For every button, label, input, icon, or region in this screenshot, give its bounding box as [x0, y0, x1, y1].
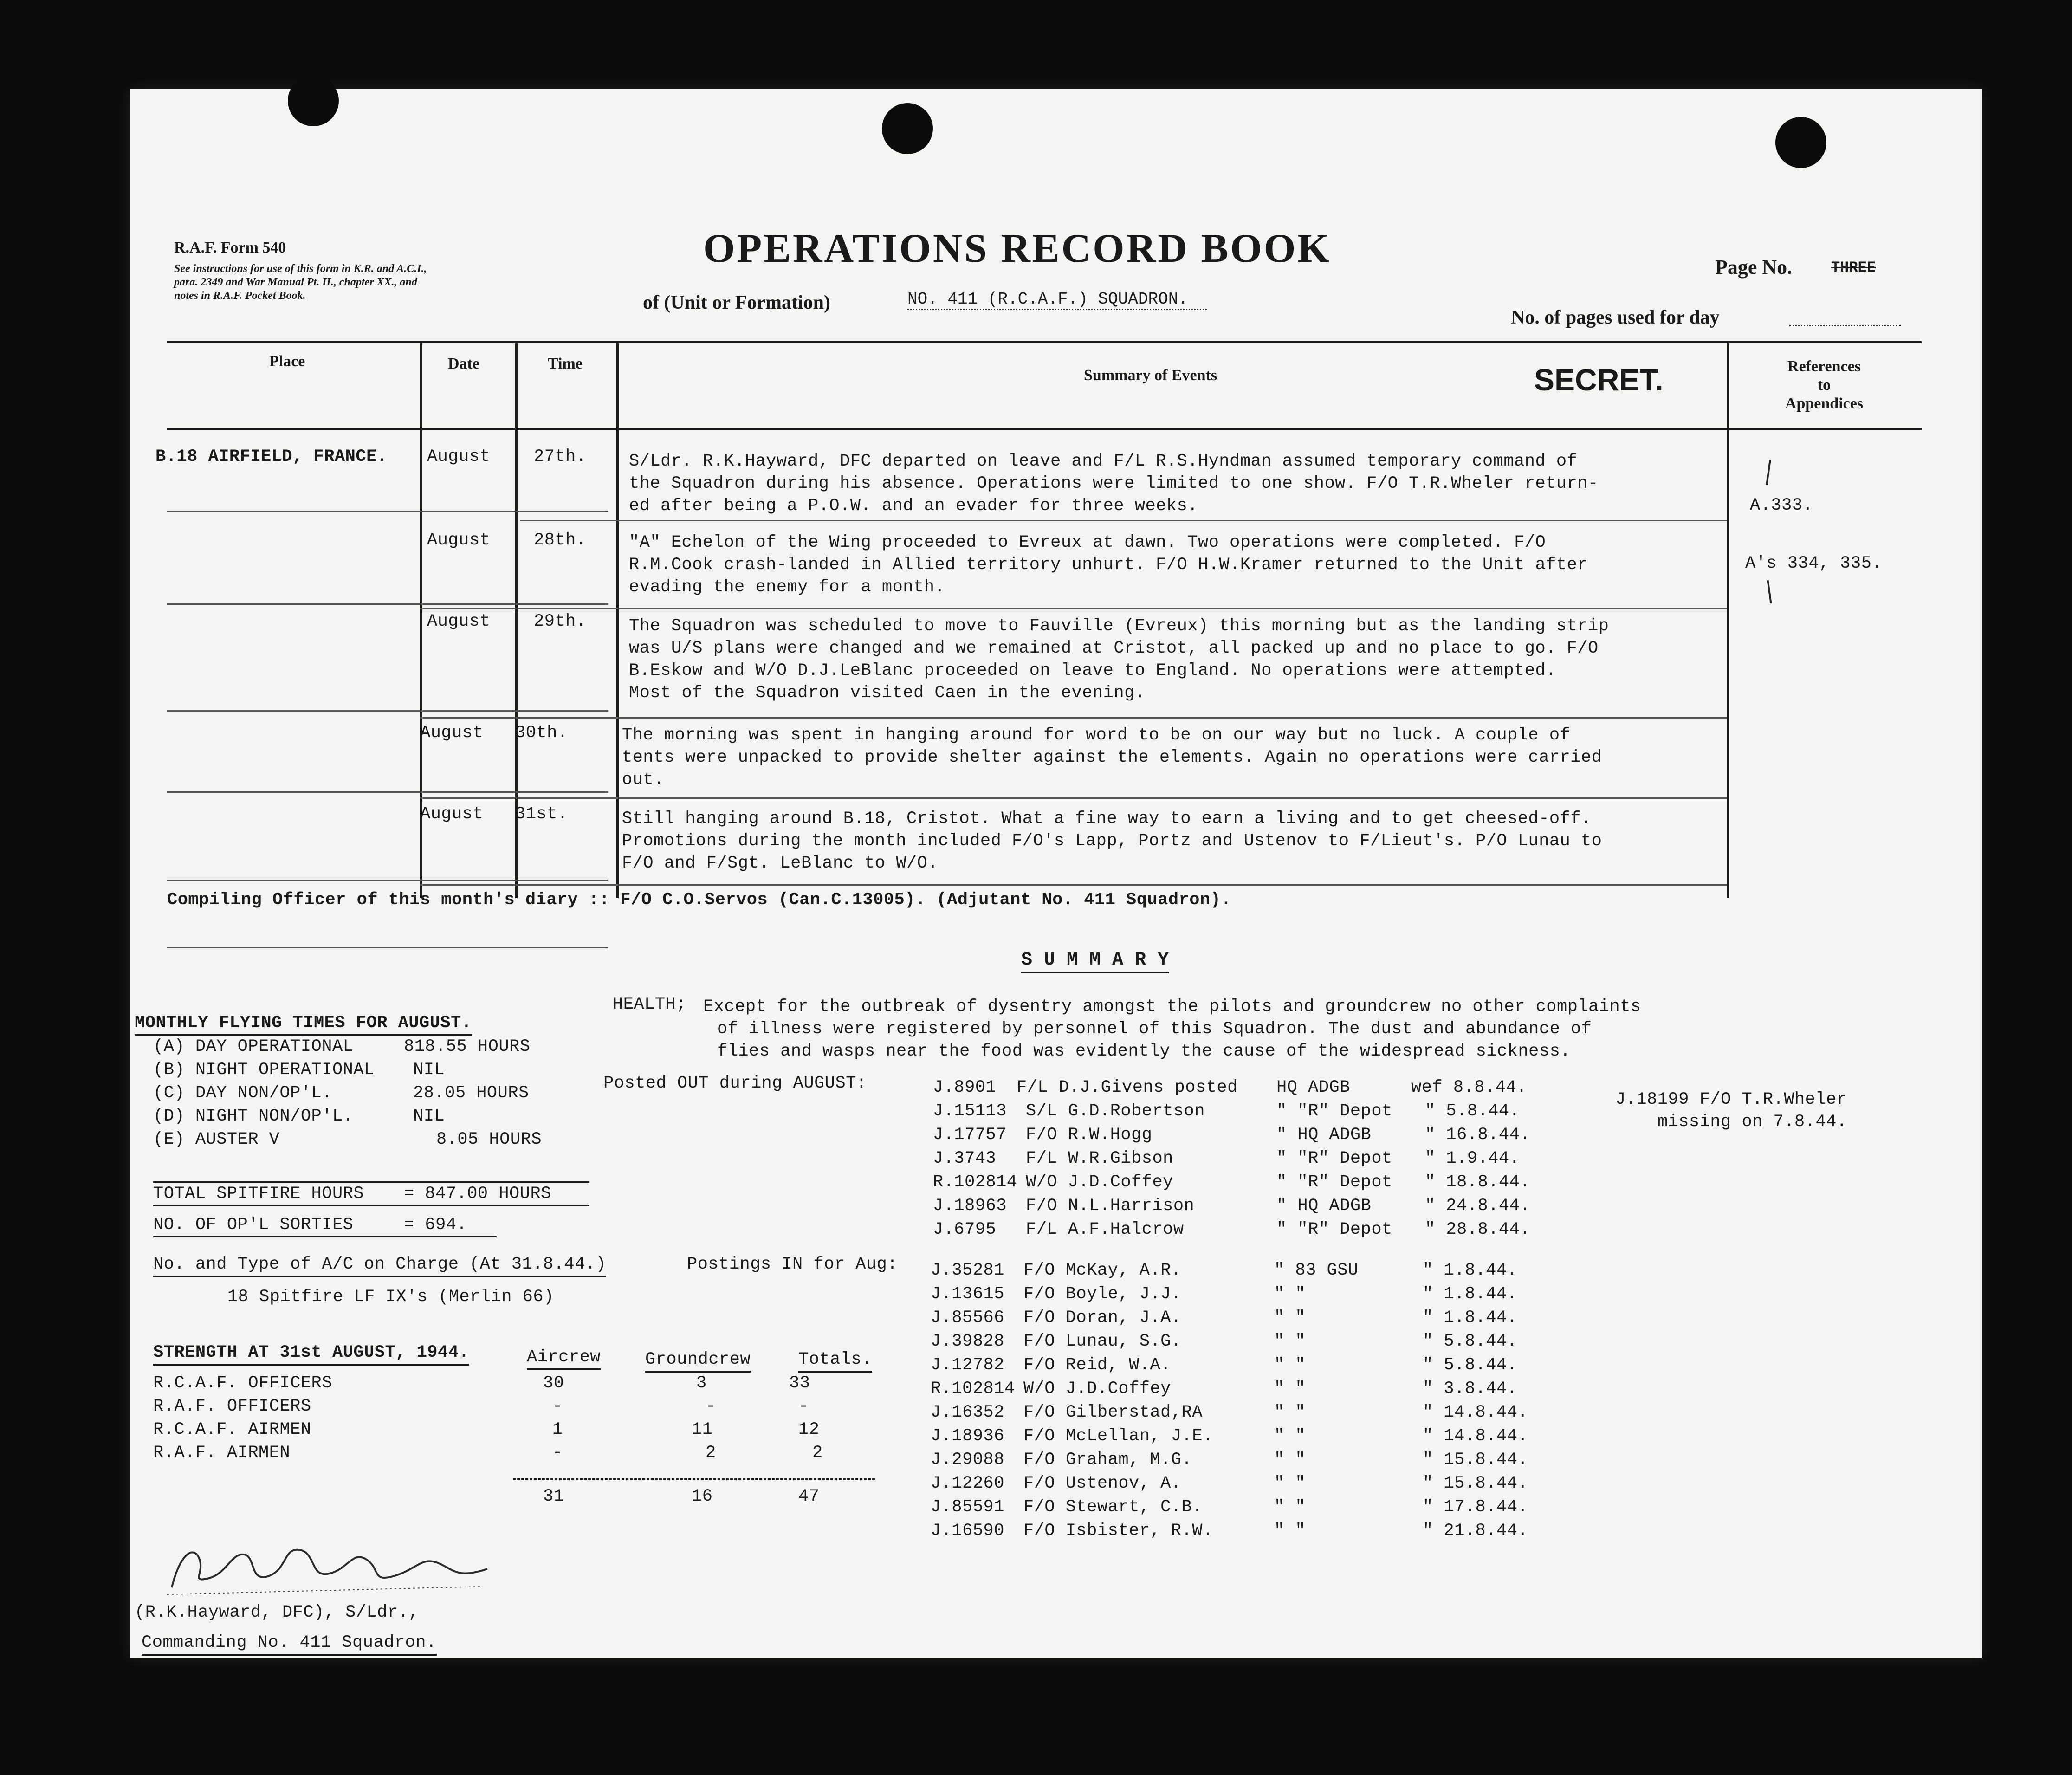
posting-date: " 15.8.44. [1423, 1474, 1528, 1493]
flying-times-title: MONTHLY FLYING TIMES FOR AUGUST. [135, 1012, 472, 1036]
posting-name: F/L D.J.Givens posted [1017, 1078, 1238, 1097]
entry-date: August [427, 447, 491, 466]
posting-number: R.102814 [931, 1379, 1015, 1399]
strength-groundcrew: 2 [706, 1443, 716, 1463]
posting-number: J.18936 [931, 1426, 1004, 1446]
strength-groundcrew: - [706, 1397, 716, 1416]
entry-rule [167, 710, 608, 712]
strength-header-aircrew: Aircrew [527, 1346, 601, 1370]
posting-row [933, 1123, 1530, 1147]
entry-time: 27th. [534, 447, 587, 466]
posting-name: F/O N.L.Harrison [1026, 1196, 1195, 1216]
pages-used-label: No. of pages used for day [1511, 307, 1720, 328]
flying-time-value: 8.05 HOURS [436, 1130, 542, 1149]
posting-unit: " "R" Depot [1276, 1149, 1392, 1168]
health-line: Except for the outbreak of dysentry amongst the pilots and groundcrew no other complaints [703, 997, 1641, 1017]
strength-label: R.A.F. AIRMEN [153, 1443, 291, 1463]
entry-rule [167, 511, 608, 512]
flying-time-value: 818.55 HOURS [404, 1037, 531, 1056]
strength-header-groundcrew: Groundcrew [645, 1348, 751, 1373]
posting-number: J.35281 [931, 1261, 1004, 1280]
references-line: to [1817, 376, 1831, 394]
posting-date: " 5.8.44. [1425, 1101, 1520, 1121]
posting-unit: " "R" Depot [1276, 1173, 1392, 1192]
entry-rule [167, 880, 608, 881]
posting-date: " 3.8.44. [1423, 1379, 1518, 1399]
instruction-line: See instructions for use of this form in K.R. and A.C.I., [174, 263, 427, 275]
column-header-time: Time [548, 355, 583, 372]
strength-groundcrew: 3 [696, 1373, 707, 1393]
unit-value: NO. 411 (R.C.A.F.) SQUADRON. [907, 290, 1207, 310]
posting-number: J.16352 [931, 1403, 1004, 1422]
posting-date: " 18.8.44. [1425, 1173, 1531, 1192]
posted-in-label: Postings IN for Aug: [687, 1255, 898, 1274]
posting-row [933, 1171, 1530, 1194]
posted-out-list [933, 1076, 1530, 1242]
entry-summary [622, 724, 1602, 791]
posting-row [931, 1448, 1528, 1472]
flying-time-row [153, 1035, 542, 1058]
total-spitfire-hours [153, 1181, 589, 1206]
entry-time: 29th. [534, 612, 587, 631]
posting-unit: HQ ADGB [1276, 1078, 1350, 1097]
flying-time-row [153, 1082, 542, 1105]
posting-number: J.16590 [931, 1521, 1004, 1541]
flying-time-row [153, 1128, 542, 1151]
posting-date: " 1.9.44. [1425, 1149, 1520, 1168]
strength-header-totals: Totals. [798, 1348, 872, 1373]
strength-label: R.A.F. OFFICERS [153, 1397, 311, 1416]
summary-line: out. [622, 770, 664, 790]
posting-name: W/O J.D.Coffey [1023, 1379, 1171, 1399]
header-bottom-rule [167, 428, 1922, 430]
health-label: HEALTH; [613, 995, 686, 1014]
strength-total-groundcrew: 16 [692, 1487, 713, 1506]
sorties-label: NO. OF OP'L SORTIES [153, 1215, 354, 1235]
entry-rule [167, 947, 608, 948]
posting-unit: " " [1274, 1474, 1306, 1493]
summary-line: S/Ldr. R.K.Hayward, DFC departed on leave and F/L R.S.Hyndman assumed temporary command of [629, 452, 1578, 471]
entry-place: B.18 AIRFIELD, FRANCE. [155, 447, 388, 466]
flying-time-value: 28.05 HOURS [413, 1083, 529, 1103]
posting-row [931, 1425, 1528, 1448]
entry-rule [167, 791, 608, 793]
aircraft-on-charge-title: No. and Type of A/C on Charge (At 31.8.44.) [153, 1253, 606, 1277]
posting-unit: " " [1274, 1403, 1306, 1422]
posted-in-list [931, 1259, 1528, 1543]
posting-date: " 15.8.44. [1423, 1450, 1528, 1470]
column-header-date: Date [448, 355, 479, 372]
strength-totals: 33 [789, 1373, 810, 1393]
posting-name: F/O Graham, M.G. [1023, 1450, 1192, 1470]
form-number: R.A.F. Form 540 [174, 239, 286, 256]
appendix-reference: A's 334, 335. [1745, 554, 1883, 573]
posting-unit: " "R" Depot [1276, 1220, 1392, 1239]
operational-sorties [153, 1214, 497, 1237]
flying-time-label: (A) DAY OPERATIONAL [153, 1037, 354, 1056]
flying-time-value: NIL [413, 1107, 445, 1126]
posting-unit: " " [1274, 1308, 1306, 1328]
summary-heading: S U M M A R Y [1021, 949, 1169, 973]
posting-row [931, 1519, 1528, 1543]
posting-number: J.12782 [931, 1355, 1004, 1375]
posting-date: " 28.8.44. [1425, 1220, 1531, 1239]
entry-rule [420, 884, 1727, 886]
missing-note [1615, 1088, 1847, 1133]
posting-number: J.15113 [933, 1101, 1007, 1121]
page-number-label: Page No. [1715, 256, 1793, 279]
strength-row [153, 1372, 823, 1395]
missing-line: J.18199 F/O T.R.Wheler [1615, 1090, 1847, 1109]
aircraft-on-charge-value: 18 Spitfire LF IX's (Merlin 66) [227, 1287, 554, 1307]
posting-name: F/O Boyle, J.J. [1023, 1284, 1182, 1304]
entry-time: 30th. [515, 723, 568, 743]
strength-totals-row [543, 1485, 819, 1508]
posting-date: " 1.8.44. [1423, 1308, 1518, 1328]
posting-name: F/O Gilberstad,RA [1023, 1403, 1203, 1422]
entry-rule [420, 717, 1727, 719]
missing-line: missing on 7.8.44. [1657, 1112, 1847, 1132]
summary-line: F/O and F/Sgt. LeBlanc to W/O. [622, 854, 939, 873]
health-line: of illness were registered by personnel of this Squadron. The dust and abundance of [717, 1019, 1592, 1039]
strength-aircrew: 1 [552, 1420, 563, 1439]
punch-hole-center [882, 103, 933, 154]
posting-unit: " " [1274, 1355, 1306, 1375]
strength-row [153, 1395, 823, 1418]
posting-name: F/O Ustenov, A. [1023, 1474, 1182, 1493]
strength-totals: 12 [798, 1420, 820, 1439]
posting-unit: " HQ ADGB [1276, 1125, 1372, 1145]
punch-hole-left [288, 75, 339, 126]
strength-aircrew: - [552, 1397, 563, 1416]
page-number-value: THREE [1831, 259, 1876, 276]
posting-unit: " 83 GSU [1274, 1261, 1359, 1280]
column-header-summary: Summary of Events [1084, 367, 1217, 384]
total-hours-label: TOTAL SPITFIRE HOURS [153, 1184, 364, 1204]
sorties-value: = 694. [404, 1215, 467, 1235]
entry-time: 31st. [515, 804, 568, 824]
posting-number: J.29088 [931, 1450, 1004, 1470]
strength-groundcrew: 11 [692, 1420, 713, 1439]
posting-date: wef 8.8.44. [1411, 1078, 1527, 1097]
strength-label: R.C.A.F. OFFICERS [153, 1373, 332, 1393]
posting-row [933, 1194, 1530, 1218]
references-line: References [1787, 358, 1861, 375]
posting-row [931, 1377, 1528, 1401]
references-line: Appendices [1785, 395, 1864, 412]
posting-unit: " " [1274, 1332, 1306, 1351]
posting-row [931, 1306, 1528, 1330]
health-text [703, 996, 1641, 1062]
posting-row [933, 1147, 1530, 1171]
posting-date: " 5.8.44. [1423, 1355, 1518, 1375]
summary-line: The morning was spent in hanging around for word to be on our way but no luck. A couple of [622, 726, 1571, 745]
posting-name: F/O Doran, J.A. [1023, 1308, 1182, 1328]
posting-date: " 14.8.44. [1423, 1426, 1528, 1446]
posting-row [931, 1330, 1528, 1354]
posting-date: " 17.8.44. [1423, 1497, 1528, 1517]
summary-line: Most of the Squadron visited Caen in the evening. [629, 683, 1146, 703]
flying-time-row [153, 1058, 542, 1082]
entry-summary [629, 615, 1609, 704]
posting-number: J.12260 [931, 1474, 1004, 1493]
posting-name: F/O McKay, A.R. [1023, 1261, 1182, 1280]
posting-name: W/O J.D.Coffey [1026, 1173, 1173, 1192]
posting-number: J.18963 [933, 1196, 1007, 1216]
summary-line: R.M.Cook crash-landed in Allied territory unhurt. F/O H.W.Kramer returned to the Unit after [629, 555, 1588, 575]
posting-date: " 1.8.44. [1423, 1261, 1518, 1280]
strength-totals: - [798, 1397, 809, 1416]
form-instructions [174, 262, 427, 303]
signatory-name: (R.K.Hayward, DFC), S/Ldr., [135, 1603, 419, 1622]
strength-aircrew: - [552, 1443, 563, 1463]
flying-time-label: (B) NIGHT OPERATIONAL [153, 1060, 375, 1080]
summary-line: The Squadron was scheduled to move to Fauville (Evreux) this morning but as the landing strip [629, 616, 1609, 636]
flying-time-label: (D) NIGHT NON/OP'L. [153, 1107, 354, 1126]
posting-unit: " " [1274, 1497, 1306, 1517]
flying-time-label: (C) DAY NON/OP'L. [153, 1083, 332, 1103]
entry-rule [420, 608, 1727, 609]
posting-row [931, 1283, 1528, 1306]
strength-row [153, 1418, 823, 1441]
punch-hole-right [1775, 117, 1826, 168]
total-hours-value: = 847.00 HOURS [404, 1184, 551, 1204]
flying-time-value: NIL [413, 1060, 445, 1080]
secret-marking: SECRET. [1534, 363, 1664, 397]
strength-total-rule [513, 1478, 875, 1480]
posting-number: J.85566 [931, 1308, 1004, 1328]
posting-row [931, 1259, 1528, 1283]
entry-date: August [420, 723, 484, 743]
strength-label: R.C.A.F. AIRMEN [153, 1420, 311, 1439]
entry-date: August [427, 531, 491, 550]
posting-number: J.8901 [933, 1078, 997, 1097]
strength-total-aircrew: 31 [543, 1487, 564, 1506]
summary-line: Still hanging around B.18, Cristot. What a fine way to earn a living and to get cheesed-off. [622, 809, 1592, 829]
posting-date: " 1.8.44. [1423, 1284, 1518, 1304]
signatory-role: Commanding No. 411 Squadron. [142, 1632, 437, 1656]
summary-line: the Squadron during his absence. Operations were limited to one show. F/O T.R.Wheler return- [629, 474, 1599, 493]
flying-times-list [153, 1035, 542, 1151]
posting-unit: " " [1274, 1521, 1306, 1541]
col-divider-time [616, 341, 619, 898]
posting-name: F/L W.R.Gibson [1026, 1149, 1173, 1168]
document-title: OPERATIONS RECORD BOOK [703, 226, 1331, 271]
posted-out-label: Posted OUT during AUGUST: [603, 1074, 867, 1093]
summary-line: evading the enemy for a month. [629, 577, 945, 597]
posting-row [931, 1401, 1528, 1425]
posting-row [933, 1218, 1530, 1242]
posting-unit: " " [1274, 1379, 1306, 1399]
appendix-reference: A.333. [1750, 496, 1813, 515]
posting-row [931, 1496, 1528, 1519]
entry-rule [420, 797, 1727, 799]
posting-name: F/O R.W.Hogg [1026, 1125, 1153, 1145]
entry-summary [629, 531, 1588, 598]
entry-date: August [420, 804, 484, 824]
flying-time-label: (E) AUSTER V [153, 1130, 280, 1149]
posting-row [931, 1472, 1528, 1496]
instruction-line: para. 2349 and War Manual Pt. II., chapter XX., and [174, 276, 417, 288]
posting-name: F/O Reid, W.A. [1023, 1355, 1171, 1375]
summary-line: Promotions during the month included F/O's Lapp, Portz and Ustenov to F/Lieut's. P/O Lunau to [622, 831, 1602, 851]
table-top-rule [167, 341, 1922, 343]
strength-totals: 2 [812, 1443, 823, 1463]
unit-label: of (Unit or Formation) [643, 292, 830, 313]
posting-row [931, 1354, 1528, 1377]
summary-line: "A" Echelon of the Wing proceeded to Evreux at dawn. Two operations were completed. F/O [629, 533, 1546, 552]
posting-number: J.6795 [933, 1220, 997, 1239]
entry-time: 28th. [534, 531, 587, 550]
instruction-line: notes in R.A.F. Pocket Book. [174, 290, 306, 302]
handwritten-signature [162, 1532, 497, 1601]
posting-unit: " HQ ADGB [1276, 1196, 1372, 1216]
strength-title: STRENGTH AT 31st AUGUST, 1944. [153, 1341, 469, 1366]
strength-rows [153, 1372, 823, 1464]
entry-summary [622, 808, 1602, 875]
posting-name: F/L A.F.Halcrow [1026, 1220, 1184, 1239]
posting-name: F/O Lunau, S.G. [1023, 1332, 1182, 1351]
posting-date: " 16.8.44. [1425, 1125, 1531, 1145]
health-line: flies and wasps near the food was evidently the cause of the widespread sickness. [717, 1042, 1571, 1061]
posting-unit: " " [1274, 1284, 1306, 1304]
posting-unit: " "R" Depot [1276, 1101, 1392, 1121]
posting-date: " 24.8.44. [1425, 1196, 1531, 1216]
posting-date: " 5.8.44. [1423, 1332, 1518, 1351]
pages-used-line [1789, 325, 1901, 326]
posting-name: S/L G.D.Robertson [1026, 1101, 1205, 1121]
flying-time-row [153, 1105, 542, 1128]
posting-number: R.102814 [933, 1173, 1017, 1192]
column-header-place: Place [269, 353, 305, 370]
column-header-references [1745, 357, 1903, 413]
posting-unit: " " [1274, 1426, 1306, 1446]
entry-rule [520, 520, 1727, 521]
posting-row [933, 1100, 1530, 1123]
posting-number: J.3743 [933, 1149, 997, 1168]
compiling-officer: Compiling Officer of this month's diary :: F/O C.O.Servos (Can.C.13005). (Adjutant No. 411 Squadron). [167, 890, 1232, 910]
posting-row [933, 1076, 1530, 1100]
posting-date: " 14.8.44. [1423, 1403, 1528, 1422]
posting-number: J.39828 [931, 1332, 1004, 1351]
summary-line: ed after being a P.O.W. and an evader for three weeks. [629, 496, 1198, 516]
entry-rule [167, 603, 608, 605]
posting-number: J.13615 [931, 1284, 1004, 1304]
summary-line: tents were unpacked to provide shelter against the elements. Again no operations were carried [622, 748, 1602, 767]
strength-row [153, 1441, 823, 1464]
strength-aircrew: 30 [543, 1373, 564, 1393]
entry-summary [629, 450, 1599, 517]
strength-total-totals: 47 [798, 1487, 820, 1506]
summary-line: B.Eskow and W/O D.J.LeBlanc proceeded on leave to England. No operations were attempted. [629, 661, 1556, 680]
posting-name: F/O Stewart, C.B. [1023, 1497, 1203, 1517]
entry-date: August [427, 612, 491, 631]
posting-number: J.17757 [933, 1125, 1007, 1145]
col-divider-refs [1727, 341, 1729, 898]
posting-name: F/O Isbister, R.W. [1023, 1521, 1213, 1541]
posting-unit: " " [1274, 1450, 1306, 1470]
posting-number: J.85591 [931, 1497, 1004, 1517]
posting-name: F/O McLellan, J.E. [1023, 1426, 1213, 1446]
posting-date: " 21.8.44. [1423, 1521, 1528, 1541]
summary-line: was U/S plans were changed and we remained at Cristot, all packed up and no place to go. F/O [629, 639, 1599, 658]
